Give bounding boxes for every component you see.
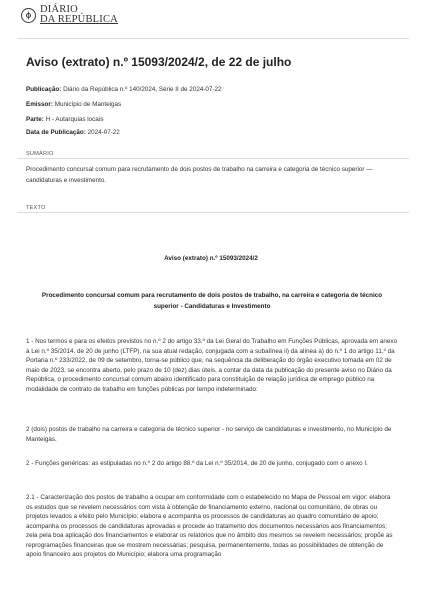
meta-emissor-value: Município de Manteigas xyxy=(54,101,122,108)
meta-parte-value: H - Autarquias locais xyxy=(45,116,104,123)
republic-emblem-icon xyxy=(21,8,36,23)
sumario-label: SUMÁRIO xyxy=(26,151,54,157)
paragraph-2: 2 (dois) postos de trabalho na carreira e categoria de técnico superior - no serviço de candidaturas e investimento, no Município de Manteigas. xyxy=(26,426,392,443)
brand-name xyxy=(40,5,118,25)
sumario-divider xyxy=(17,158,409,159)
brand-line-1: DIÁRIO xyxy=(40,4,78,15)
meta-data-publicacao xyxy=(26,129,120,136)
meta-publicacao xyxy=(26,86,222,93)
meta-data-value: 2024-07-22 xyxy=(87,129,120,136)
sumario-text: Procedimento concursal comum para recrutamento de dois postos de trabalho na carreira e categoria de técnico superior — candidaturas e investimento. xyxy=(26,166,373,184)
meta-parte xyxy=(26,116,103,123)
header-divider xyxy=(17,38,409,39)
aviso-heading: Aviso (extrato) n.º 15093/2024/2 xyxy=(164,255,258,262)
meta-data-label: Data de Publicação: xyxy=(26,129,86,136)
meta-emissor xyxy=(26,101,121,108)
brand-line-2: DA REPÚBLICA xyxy=(40,14,118,25)
paragraph-3: 2 - Funções genéricas: as estipuladas no n.º 2 do artigo 88.º da Lei n.º 35/2014, de 20 de junho, conjugado com o anexo I. xyxy=(26,460,368,467)
meta-emissor-label: Emissor: xyxy=(26,101,53,108)
meta-parte-label: Parte: xyxy=(26,116,44,123)
paragraph-1: 1 - Nos termos e para os efeitos previstos no n.º 2 do artigo 33.º da Lei Geral do Trabalho em Funções Públicas, aprovada em anexo à Lei n.º 35/2014, de 20 de junho (LTFP), na sua atual redação, conjugada com a subalínea ii) da alínea a) do n.º 1 do artigo 11.º da Portaria n.º 233/2022, de 09 de setembro, torna-se público que, na sequência da deliberação do órgão executivo tomada em 02 de maio de 2023, se encontra aberto, pelo prazo de 10 (dez) dias úteis, a contar da data da publicação do presente aviso no Diário da República, o procedimento concursal comum abaixo identificado para constituição de relação jurídica de emprego público na modalidade de contrato de trabalho em funções públicas por tempo indeterminado: xyxy=(26,338,398,393)
meta-publicacao-value: Diário da República n.º 140/2024, Série II de 2024-07-22 xyxy=(63,86,222,93)
texto-divider xyxy=(17,212,409,213)
page-title: Aviso (extrato) n.º 15093/2024/2, de 22 de julho xyxy=(26,55,292,69)
brand-logo[interactable] xyxy=(21,5,118,25)
paragraph-4: 2.1 - Caracterização dos postos de trabalho a ocupar em conformidade com o estabelecido no Mapa de Pessoal em vigor: elabora os estudos que se revelem necessários com vista à obtenção de financiamento externo, nacional ou comunitário, de obras ou projetos levados a efeito pelo Município; elabora e acompanha os processos de candidaturas ao quadro comunitário de apoio; acompanha os processos de candidaturas aprovadas e procede ao tratamento dos documentos necessários aos financiamentos; zela pela boa aplicação dos financiamentos e elaborar os relatórios que no âmbito dos mesmos se revelem necessários; propõe as reprogramações financeiras que se mostrem necessárias; pesquisa, permanentemente, todas as possibilidades de obtenção de apoio financeiro aos projetos do Município; elabora uma programação xyxy=(26,494,393,558)
meta-publicacao-label: Publicação: xyxy=(26,86,62,93)
aviso-subheading: Procedimento concursal comum para recrutamento de dois postos de trabalho, na carreira e categoria de técnico superior - Candidaturas e Investimento xyxy=(41,292,383,310)
texto-label: TEXTO xyxy=(26,205,46,211)
